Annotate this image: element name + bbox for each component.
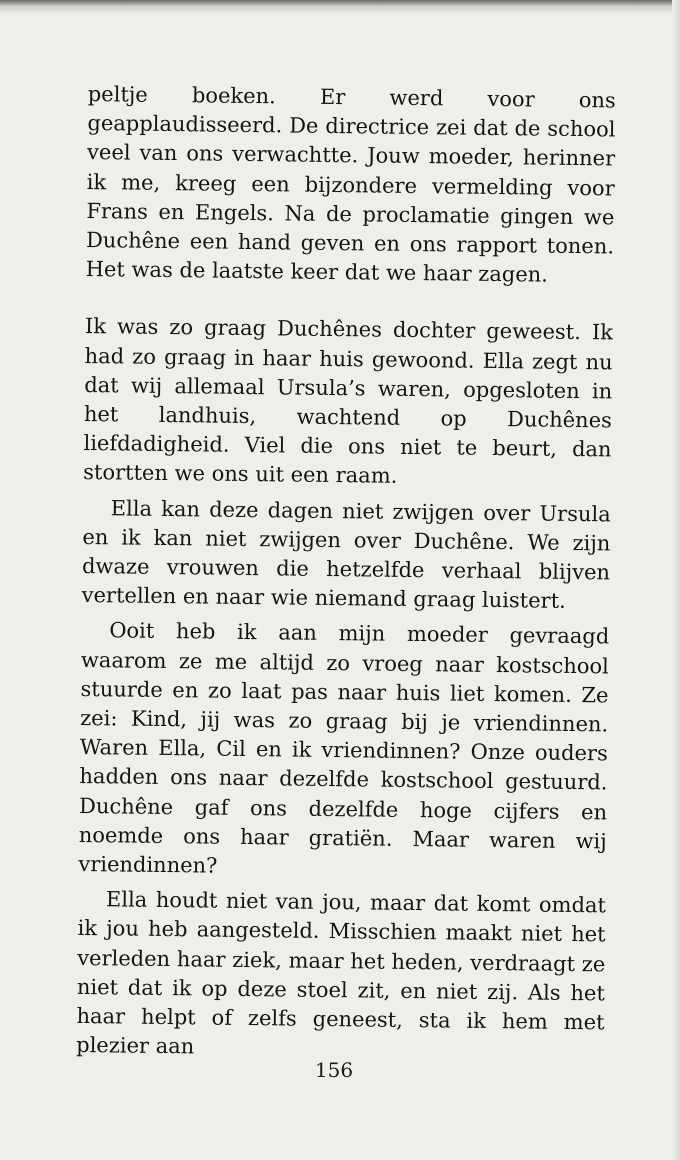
body-text (76, 80, 616, 1067)
page-top-shadow (0, 0, 680, 14)
paragraph-3: Ella kan deze dagen niet zwijgen over Ursula en ik kan niet zwijgen over Duchêne. We zijn dwaze vrouwen die hetzelfde verhaal blijven vertellen en naar wie niemand graag luistert. (81, 495, 611, 614)
paragraph-2: Ik was zo graag Duchênes dochter geweest. Ik had zo graag in haar huis gewoond. Ella zegt nu dat wij allemaal Ursula’s waren, opgesloten in het landhuis, wachtend op Duchênes liefdadigheid. Viel die ons niet te beurt, dan stortten we ons uit een raam. (83, 314, 614, 489)
page-right-edge (672, 0, 680, 1160)
paragraph-5: Ella houdt niet van jou, maar dat komt omdat ik jou heb aangesteld. Misschien maakt niet het verleden haar ziek, maar het heden, verdraagt ze niet dat ik op deze stoel zit, en niet zij. Als het haar helpt of zelfs geneest, sta ik hem met plezier aan (76, 887, 607, 1059)
paragraph-1: peltje boeken. Er werd voor ons geapplaudisseerd. De directrice zei dat de school veel van ons verwachtte. Jouw moeder, herinner ik me, kreeg een bijzondere vermelding voor Frans en Engels. Na de proclamatie gingen we Duchêne een hand geven en ons rapport tonen. Het was de laatste keer dat we haar zagen. (85, 81, 616, 287)
paragraph-4: Ooit heb ik aan mijn moeder gevraagd waarom ze me altijd zo vroeg naar kostschool stuurde en zo laat pas naar huis liet komen. Ze zei: Kind, jij was zo graag bij je vriendinnen. Waren Ella, Cil en ik vriendinnen? Onze ouders hadden ons naar dezelfde kostschool gestuurd. Duchêne gaf ons dezelfde hoge cijfers en noemde ons haar gratiën. Maar waren wij vriendinnen? (78, 618, 610, 878)
page-number: 156 (314, 1058, 354, 1082)
